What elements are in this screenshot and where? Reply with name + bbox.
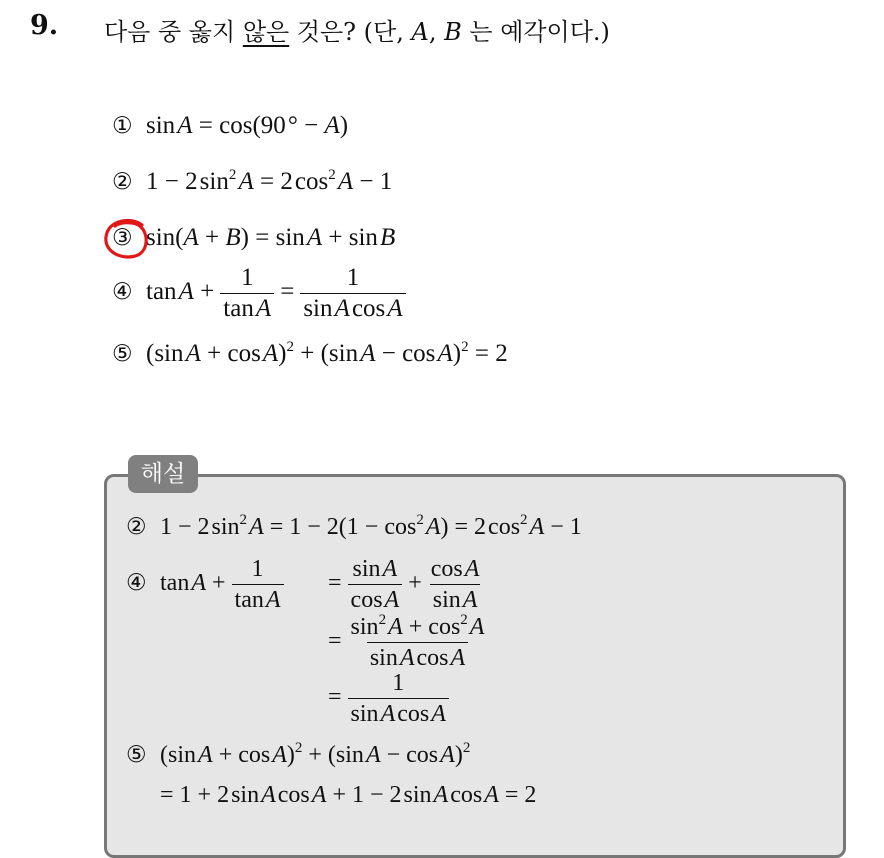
option-2[interactable] xyxy=(112,168,392,196)
option-marker: ⑤ xyxy=(112,341,133,367)
question-text: 다음 중 옳지 않은 것은? (단, A, B 는 예각이다.) xyxy=(104,18,610,46)
question-number: 9. xyxy=(30,10,59,41)
option-formula: 1 − 2 $\sin^2$ A = 2 $\cos^2$ A − 1 xyxy=(146,167,393,195)
option-formula: tan A + $\frac{1}{\text{tan A}}$ = $\frac{1}{\text{sin A cos A}}$ xyxy=(146,278,412,305)
solution-step-4: ④ tan A + $\frac{1}{\text{tan A}}$ xyxy=(126,556,290,613)
option-formula: (sin A + cos A)$^2$ + (sin A − cos A)$^2$ = 2 xyxy=(146,339,508,367)
solution-step-4-line-2: = $\frac{\sin^2 A + \cos^2 A}{\text{sin A cos A}}$ xyxy=(328,612,485,671)
solution-step-2: ② 1 − 2 $\sin^2$ $A = 1 - 2(1 - \cos^2$ A) = 2 $\cos^2$ A − 1 xyxy=(126,512,582,540)
underlined-word: 않은 xyxy=(242,18,290,46)
option-1[interactable] xyxy=(112,112,348,140)
solution-step-4-line-3: = $\frac{1}{\text{sin A cos A}}$ xyxy=(328,670,455,727)
answer-circle-icon xyxy=(102,217,150,261)
solution-step-5-line-2: = 1 + 2 sin A cos A + 1 − 2 sin A cos A = 2 xyxy=(160,782,537,808)
option-marker: ③ xyxy=(112,225,133,251)
option-marker: ② xyxy=(112,169,133,195)
solution-step-4-line-1: = $\frac{\text{sin A}}{\text{cos A}}$ + $\frac{\text{cos A}}{\text{sin A}}$ xyxy=(328,556,480,613)
option-4[interactable] xyxy=(112,265,412,322)
option-3[interactable] xyxy=(112,224,395,252)
option-formula: sin(A + B) = sin A + sin B xyxy=(146,224,396,251)
option-5[interactable] xyxy=(112,340,508,368)
option-marker: ① xyxy=(112,113,133,139)
option-formula: sin A = cos(90 ° − A) xyxy=(146,112,349,139)
solution-label: 해설 xyxy=(128,455,198,493)
option-marker: ④ xyxy=(112,279,133,306)
solution-step-5: ⑤ (sin A + cos A)$^2$ + (sin A − cos A)$^2$ xyxy=(126,740,471,768)
